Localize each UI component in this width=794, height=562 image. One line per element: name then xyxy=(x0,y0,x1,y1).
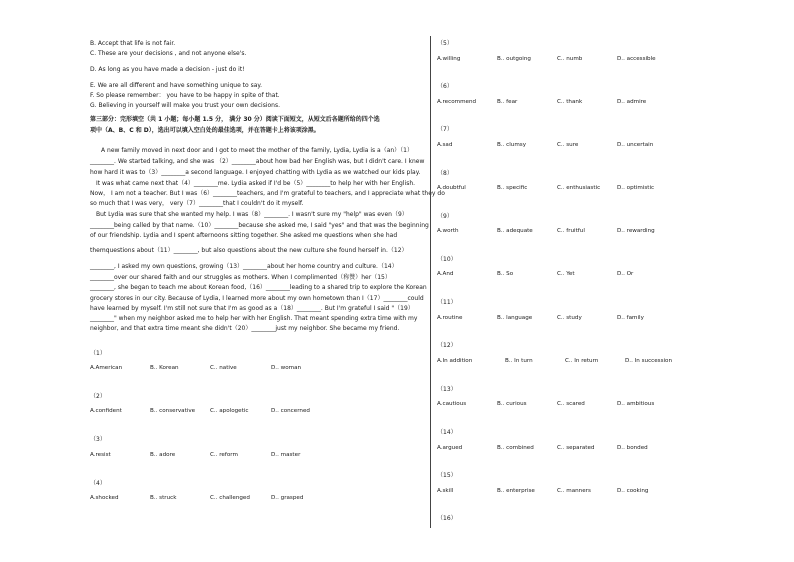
option-c[interactable]: C.. apologetic xyxy=(210,408,249,414)
option-c[interactable]: C.. reform xyxy=(210,452,238,458)
option-d[interactable]: D.. family xyxy=(617,315,644,321)
option-b-line: B. Accept that life is not fair. xyxy=(90,40,176,47)
passage-line: It was what came next that（4）________me. Lydia asked if I'd be（5）________to help her with her English. xyxy=(96,180,416,187)
option-d-line: D. As long as you have made a decision - just do it! xyxy=(90,66,245,73)
question-number: （16） xyxy=(437,515,457,522)
question-number: （15） xyxy=(437,472,457,479)
option-a[interactable]: A.In addition xyxy=(437,358,473,364)
option-b[interactable]: B.. outgoing xyxy=(497,56,531,62)
passage-line: grocery stores in our city. Because of Lydia, I learned more about my own hometown than I（17）________could xyxy=(90,295,424,302)
option-a[interactable]: A.cautious xyxy=(437,401,467,407)
option-c[interactable]: C.. Yet xyxy=(557,271,575,277)
question-number: （13） xyxy=(437,386,457,393)
option-b[interactable]: B.. language xyxy=(497,315,533,321)
option-b[interactable]: B.. specific xyxy=(497,185,528,191)
option-a[interactable]: A.confident xyxy=(90,408,122,414)
option-a[interactable]: A.skill xyxy=(437,488,454,494)
passage-line: of our friendship. Lydia and I spent afternoons sitting together. She asked me questions when she had xyxy=(90,232,398,239)
option-c[interactable]: C.. challenged xyxy=(210,495,250,501)
option-a[interactable]: A.routine xyxy=(437,315,463,321)
question-number: （6） xyxy=(437,83,453,90)
option-c[interactable]: C.. In return xyxy=(565,358,599,364)
passage-line: ________, I asked my own questions, growing（13）________about her home country and culture.（14） xyxy=(90,263,398,270)
option-d[interactable]: D.. ambitious xyxy=(617,401,655,407)
passage-line: But Lydia was sure that she wanted my help. I was（8）________. I wasn't sure my "help" was even（9） xyxy=(96,211,408,218)
option-a[interactable]: A.doubtful xyxy=(437,185,466,191)
option-d[interactable]: D.. concerned xyxy=(271,408,310,414)
option-c[interactable]: C.. sure xyxy=(557,142,579,148)
option-a[interactable]: A.shocked xyxy=(90,495,119,501)
question-number: （12） xyxy=(437,342,457,349)
passage-line: ________being called by that name.（10）________because she asked me, I said "yes" and that was the beginning xyxy=(90,222,429,229)
option-a[interactable]: A.American xyxy=(90,365,123,371)
option-c[interactable]: C.. enthusiastic xyxy=(557,185,601,191)
option-d[interactable]: D.. bonded xyxy=(617,445,648,451)
option-a[interactable]: A.resist xyxy=(90,452,111,458)
option-b[interactable]: B.. Korean xyxy=(150,365,179,371)
option-c[interactable]: C.. manners xyxy=(557,488,591,494)
passage-line: ________over our shared faith and our struggles as mothers. When I complimented（称赞）her（15） xyxy=(90,274,391,281)
passage-line: ________" when my neighbor asked me to help her with her English. That meant spending extra time with my xyxy=(90,315,418,322)
question-number: （1） xyxy=(90,350,106,357)
option-b[interactable]: B.. clumsy xyxy=(497,142,527,148)
option-b[interactable]: B.. In turn xyxy=(505,358,533,364)
option-c-line: C. These are your decisions , and not anyone else's. xyxy=(90,50,247,57)
option-b[interactable]: B.. adequate xyxy=(497,228,533,234)
question-number: （5） xyxy=(437,40,453,47)
option-b[interactable]: B.. conservative xyxy=(150,408,196,414)
passage-line: so much that I was very， very（7）________that I couldn't do it myself. xyxy=(90,200,304,207)
option-a[interactable]: A.sad xyxy=(437,142,453,148)
option-f-line: F. So please remember： you have to be happy in spite of that. xyxy=(90,92,280,99)
option-b[interactable]: B.. fear xyxy=(497,99,518,105)
question-number: （14） xyxy=(437,429,457,436)
passage-line: Now， I am not a teacher. But I was（6）________teachers, and I'm grateful to teachers, and I appreciate what they do xyxy=(90,190,445,197)
option-d[interactable]: D.. Or xyxy=(617,271,634,277)
option-b[interactable]: B.. combined xyxy=(497,445,534,451)
option-c[interactable]: C.. native xyxy=(210,365,237,371)
option-d[interactable]: D.. uncertain xyxy=(617,142,654,148)
option-c[interactable]: C.. study xyxy=(557,315,582,321)
option-d[interactable]: D.. woman xyxy=(271,365,302,371)
option-d[interactable]: D.. master xyxy=(271,452,301,458)
option-g-line: G. Believing in yourself will make you trust your own decisions. xyxy=(90,102,280,109)
option-d[interactable]: D.. rewarding xyxy=(617,228,655,234)
column-divider xyxy=(430,36,431,528)
section-heading-line-1: 第三部分：完形填空（共 1 小题；每小题 1.5 分， 满分 30 分）阅读下面短文，从短文后各题所给的四个选 xyxy=(90,116,380,123)
option-a[interactable]: A.worth xyxy=(437,228,459,234)
option-c[interactable]: C.. scared xyxy=(557,401,585,407)
question-number: （9） xyxy=(437,213,453,220)
option-c[interactable]: C.. fruitful xyxy=(557,228,585,234)
question-number: （10） xyxy=(437,256,457,263)
option-c[interactable]: C.. separated xyxy=(557,445,595,451)
question-number: （11） xyxy=(437,299,457,306)
option-b[interactable]: B.. struck xyxy=(150,495,177,501)
question-number: （7） xyxy=(437,126,453,133)
option-e-line: E. We are all different and have something unique to say. xyxy=(90,82,263,89)
question-number: （4） xyxy=(90,480,106,487)
question-number: （3） xyxy=(90,436,106,443)
passage-line: ________. We started talking, and she was （2）________about how bad her English was, but I didn't care. I knew xyxy=(90,158,425,165)
passage-line: A new family moved in next door and I got to meet the mother of the family, Lydia, Lydia is a（an）（1） xyxy=(101,147,414,154)
option-a[interactable]: A.willing xyxy=(437,56,461,62)
option-d[interactable]: D.. admire xyxy=(617,99,647,105)
section-heading-line-2: 项中（A、B、C 和 D），选出可以填入空白处的最佳选项，并在答题卡上将该项涂黑。 xyxy=(90,127,320,134)
option-d[interactable]: D.. grasped xyxy=(271,495,304,501)
option-d[interactable]: D.. In succession xyxy=(625,358,673,364)
passage-line: have learned by myself. I'm still not sure that I'm as good as a（18）________. But I'm grateful I said "（19） xyxy=(90,305,414,312)
question-number: （2） xyxy=(90,393,106,400)
passage-line: how hard it was to（3）________a second language. I enjoyed chatting with Lydia as we watched our kids play. xyxy=(90,169,421,176)
passage-line: neighbor, and that extra time meant she didn't（20）________just my neighbor. She became my friend. xyxy=(90,325,400,332)
option-d[interactable]: D.. optimistic xyxy=(617,185,655,191)
option-b[interactable]: B.. So xyxy=(497,271,514,277)
passage-line: ________, she began to teach me about Korean food,（16）________leading to a shared trip to explore the Korean xyxy=(90,284,427,291)
option-a[interactable]: A.recommend xyxy=(437,99,477,105)
option-a[interactable]: A.And xyxy=(437,271,454,277)
option-a[interactable]: A.argued xyxy=(437,445,463,451)
passage-line: themquestions about（11）________, but also questions about the new culture she found herself in.（12） xyxy=(90,247,408,254)
option-d[interactable]: D.. accessible xyxy=(617,56,656,62)
option-c[interactable]: C.. thank xyxy=(557,99,583,105)
option-b[interactable]: B.. enterprise xyxy=(497,488,535,494)
option-b[interactable]: B.. adore xyxy=(150,452,176,458)
option-d[interactable]: D.. cooking xyxy=(617,488,649,494)
option-b[interactable]: B.. curious xyxy=(497,401,527,407)
option-c[interactable]: C.. numb xyxy=(557,56,583,62)
question-number: （8） xyxy=(437,170,453,177)
